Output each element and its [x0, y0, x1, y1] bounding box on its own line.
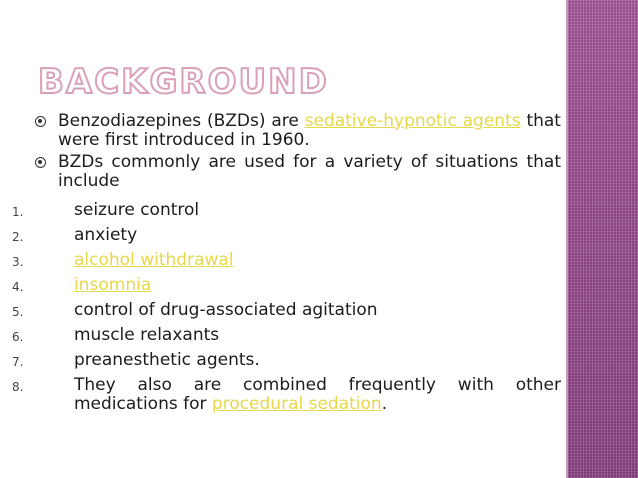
bullet-item [35, 112, 561, 150]
bullet-icon [35, 157, 46, 168]
numbered-item [12, 301, 561, 320]
item-number: 3. [12, 255, 24, 269]
item-text: control of drug-associated agitation [74, 300, 378, 320]
decorative-side-bar [568, 0, 638, 478]
numbered-item [12, 376, 561, 414]
numbered-item [12, 251, 561, 270]
item-number: 4. [12, 280, 24, 294]
numbered-item [12, 351, 561, 370]
item-text: preanesthetic agents. [74, 350, 260, 370]
item-number: 6. [12, 330, 24, 344]
item-text-end: . [381, 394, 388, 414]
numbered-item [12, 326, 561, 345]
procedural-sedation-link[interactable]: procedural sedation [211, 394, 382, 414]
item-number: 8. [12, 380, 24, 394]
item-number: 7. [12, 355, 24, 369]
numbered-list [12, 201, 561, 420]
numbered-item [12, 201, 561, 220]
slide-title: BACKGROUND [38, 62, 329, 102]
item-text: muscle relaxants [74, 325, 220, 345]
bullet-text: Benzodiazepines (BZDs) are [58, 111, 305, 131]
item-number: 2. [12, 230, 24, 244]
sedative-hypnotic-link[interactable]: sedative-hypnotic agents [304, 111, 521, 131]
alcohol-withdrawal-link[interactable]: alcohol withdrawal [74, 250, 234, 270]
bullet-text-end: that were first introduced in 1960. [58, 111, 561, 150]
bullet-item [35, 153, 561, 191]
item-text: seizure control [74, 200, 200, 220]
item-text: They also are combined frequently with other medications for [74, 375, 561, 414]
numbered-item [12, 226, 561, 245]
item-number: 5. [12, 305, 24, 319]
bullet-text: BZDs commonly are used for a variety of situations that include [58, 152, 561, 191]
item-text: anxiety [74, 225, 138, 245]
numbered-item [12, 276, 561, 295]
bullet-icon [35, 116, 46, 127]
insomnia-link[interactable]: insomnia [74, 275, 152, 295]
item-number: 1. [12, 205, 24, 219]
bullet-list [35, 112, 561, 194]
